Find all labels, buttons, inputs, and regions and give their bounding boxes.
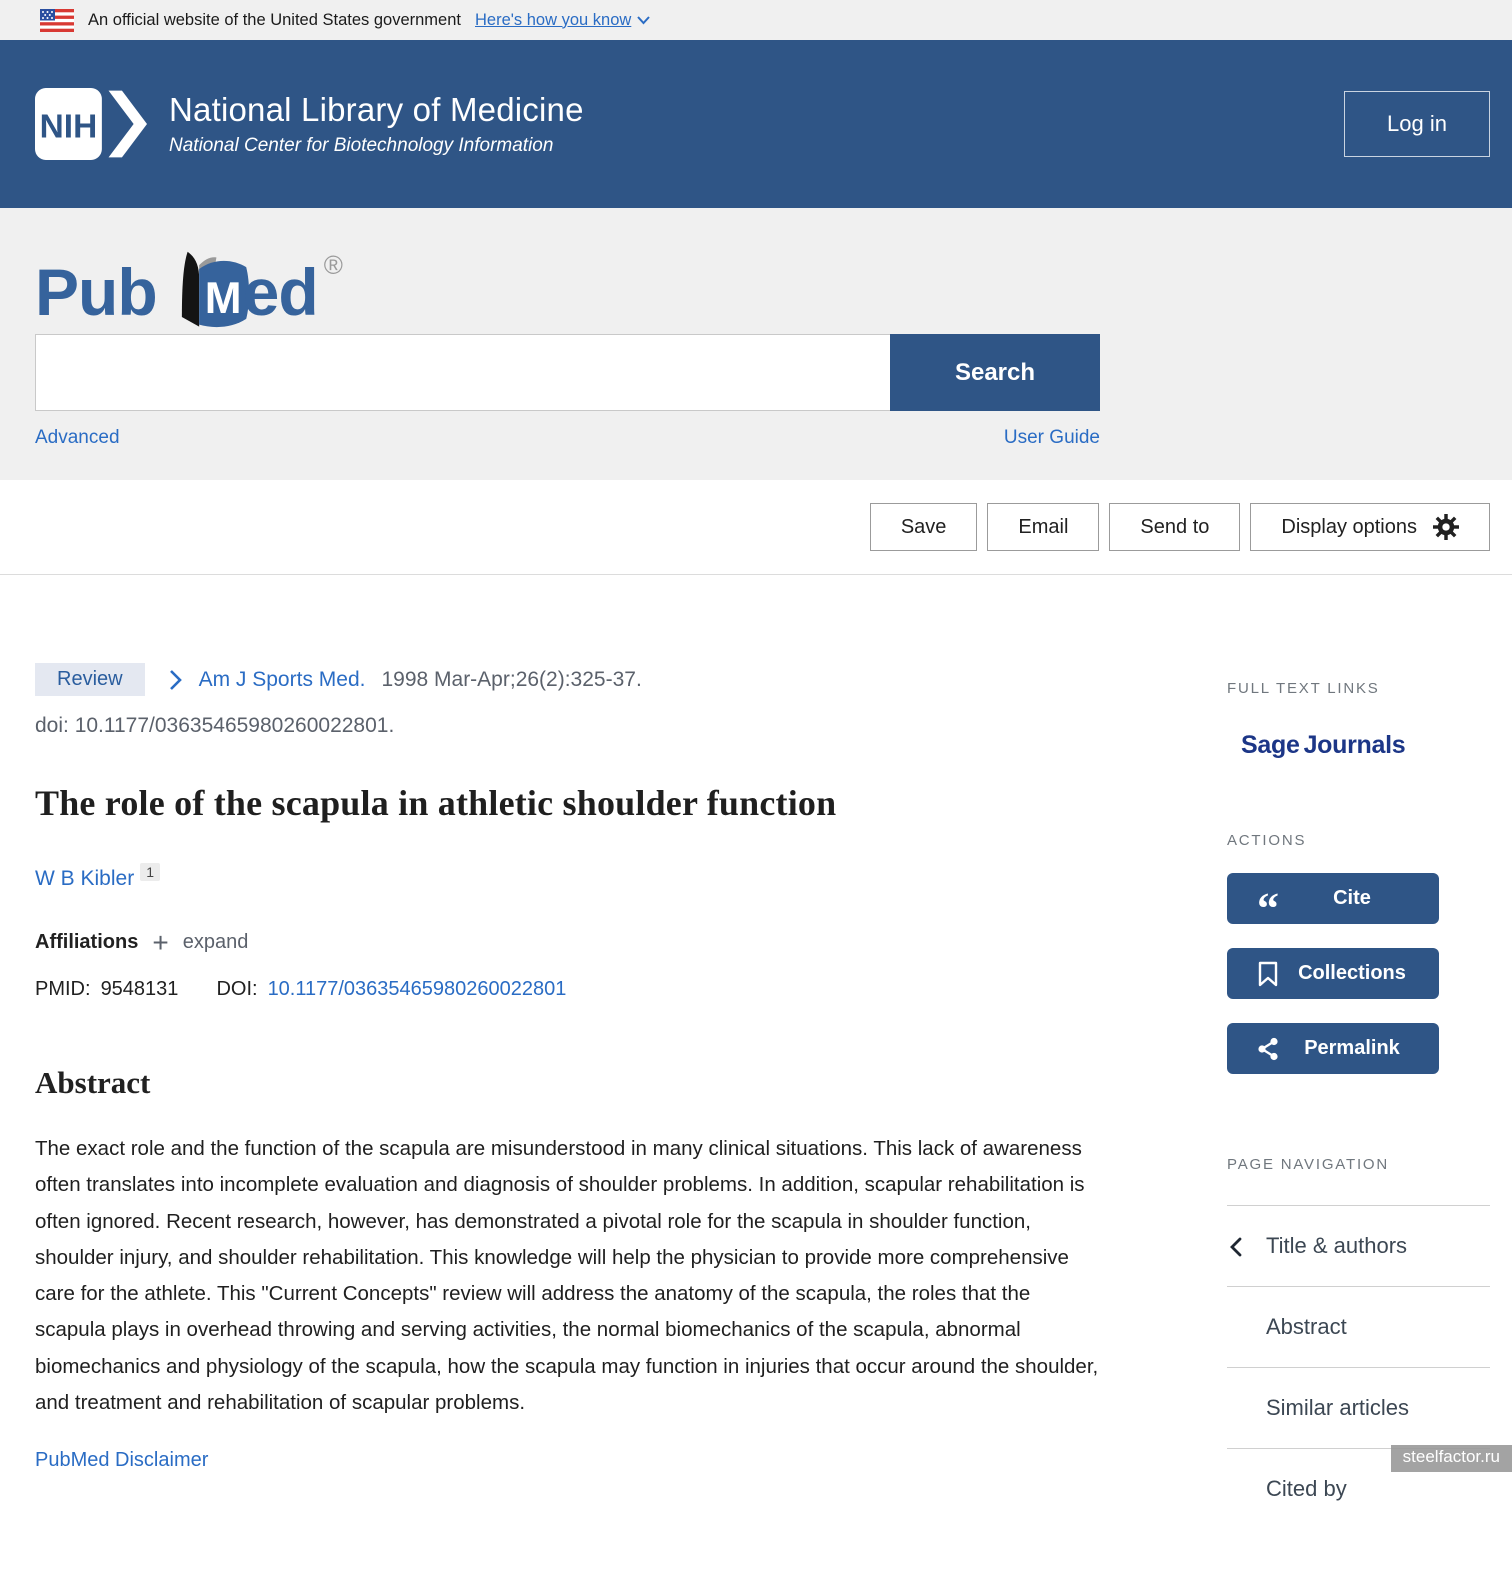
pmid-value: 9548131 <box>100 978 179 1000</box>
sage-journals-link[interactable]: Sage Journals <box>1241 731 1406 759</box>
gov-banner <box>0 0 1512 40</box>
display-options-button[interactable]: Display options <box>1250 503 1490 551</box>
user-guide-link[interactable]: User Guide <box>1003 427 1100 448</box>
login-button[interactable]: Log in <box>1344 91 1490 157</box>
author-link[interactable]: W B Kibler <box>35 867 135 890</box>
email-button[interactable]: Email <box>987 503 1099 551</box>
registered-mark: ® <box>323 250 343 280</box>
pubmed-disclaimer-link[interactable]: PubMed Disclaimer <box>35 1449 209 1472</box>
chevron-right-icon <box>169 669 183 691</box>
org-title: National Library of Medicine <box>169 91 584 128</box>
share-icon <box>1253 1037 1283 1061</box>
send-to-button[interactable]: Send to <box>1109 503 1240 551</box>
identifiers-row <box>35 978 1100 1001</box>
doi-line: doi: 10.1177/03635465980260022801. <box>35 714 395 737</box>
author-row <box>35 864 1100 891</box>
affiliations-label: Affiliations <box>35 931 139 953</box>
affiliations-row <box>35 926 1100 958</box>
article-title: The role of the scapula in athletic shoulder function <box>35 783 837 823</box>
chevron-down-icon <box>637 16 650 25</box>
pmid-label: PMID: <box>35 978 91 1000</box>
doi-link[interactable]: 10.1177/03635465980260022801 <box>267 978 567 1000</box>
page-navigation-list <box>1227 1205 1490 1529</box>
org-text <box>169 91 584 157</box>
pubmed-logo[interactable] <box>35 248 1512 340</box>
svg-text:NIH: NIH <box>39 108 98 146</box>
citation-row <box>35 663 1100 696</box>
search-links-row <box>35 427 1100 449</box>
svg-text:M: M <box>204 274 242 324</box>
search-button[interactable]: Search <box>890 334 1100 411</box>
org-subtitle: National Center for Biotechnology Information <box>169 135 554 156</box>
bookmark-icon <box>1253 961 1283 987</box>
citation-details: 1998 Mar-Apr;26(2):325-37. <box>381 667 642 691</box>
how-you-know-link[interactable]: Here's how you know <box>475 11 650 30</box>
nav-item-title-authors[interactable]: Title & authors <box>1227 1205 1490 1286</box>
abstract-text: The exact role and the function of the scapula are misunderstood in many clinical situations. This lack of awareness often translates into incomplete evaluation and diagnosis of shoulder problems. In addition, scapular rehabilitation is often ignored. Recent research, however, has demonstrated a pivotal role for the scapula in shoulder function, shoulder injury, and shoulder rehabilitation. This knowledge will help the physician to provide more comprehensive care for the athlete. This "Current Concepts" review will address the anatomy of the scapula, the roles that the scapula plays in overhead throwing and serving activities, the normal biomechanics of the scapula, abnormal biomechanics and physiology of the scapula, how the scapula may function in injuries that occur around the shoulder, and treatment and rehabilitation of scapular problems. <box>35 1137 1099 1415</box>
nav-item-abstract[interactable]: Abstract <box>1227 1286 1490 1367</box>
full-text-links-label: FULL TEXT LINKS <box>1227 680 1380 697</box>
watermark: steelfactor.ru <box>1391 1445 1512 1472</box>
page-navigation-label: PAGE NAVIGATION <box>1227 1156 1390 1173</box>
journal-link[interactable]: Am J Sports Med. <box>198 667 366 691</box>
pubmed-book-icon <box>155 248 251 338</box>
gear-icon <box>1433 514 1459 540</box>
nih-header <box>0 40 1512 208</box>
us-flag-icon <box>40 9 74 32</box>
save-button[interactable]: Save <box>870 503 978 551</box>
advanced-link[interactable]: Advanced <box>35 427 120 448</box>
chevron-left-icon <box>1229 1237 1243 1257</box>
expand-link[interactable]: expand <box>182 931 249 953</box>
doi-label: DOI: <box>216 978 258 1000</box>
pubmed-logo-pub: Pub <box>35 255 157 329</box>
gov-banner-text: An official website of the United States government <box>88 10 461 29</box>
collections-button[interactable]: Collections <box>1227 948 1439 999</box>
article-toolbar <box>0 480 1512 575</box>
nlm-logo[interactable] <box>35 81 584 167</box>
actions-label: ACTIONS <box>1227 832 1307 849</box>
plus-icon[interactable]: + <box>152 926 169 958</box>
nav-item-cited-by[interactable]: Cited by <box>1227 1448 1490 1529</box>
sidebar <box>1227 680 1490 1529</box>
review-badge[interactable]: Review <box>35 663 145 696</box>
search-section <box>0 208 1512 480</box>
search-bar <box>35 334 1100 411</box>
author-affiliation-sup[interactable]: 1 <box>140 863 160 881</box>
permalink-button[interactable]: Permalink <box>1227 1023 1439 1074</box>
nav-item-similar-articles[interactable]: Similar articles <box>1227 1367 1490 1448</box>
pubmed-logo-ed: ed <box>242 255 318 329</box>
abstract-heading: Abstract <box>35 1065 151 1100</box>
article-column <box>0 575 1100 1472</box>
search-input[interactable] <box>35 334 890 411</box>
cite-button[interactable]: “ Cite <box>1227 873 1439 924</box>
main-content <box>0 575 1512 1501</box>
quote-icon: “ <box>1257 883 1279 933</box>
nih-logo-icon <box>35 81 147 167</box>
